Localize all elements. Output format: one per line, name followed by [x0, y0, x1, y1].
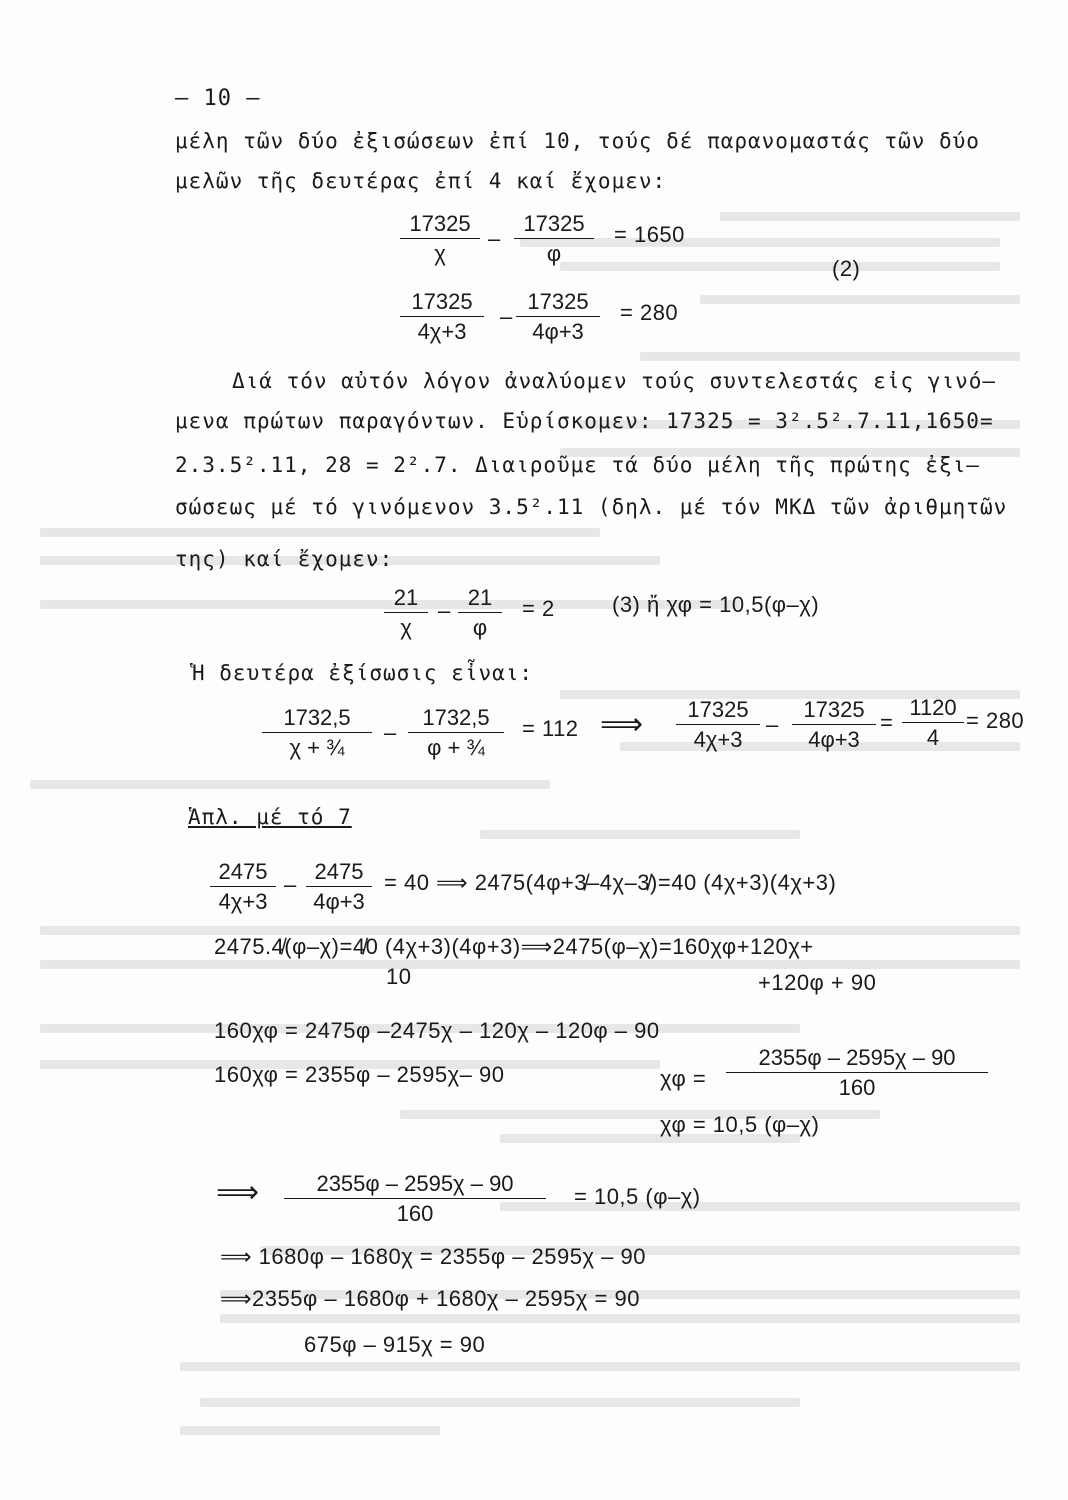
denominator: φ + ¾: [427, 735, 485, 760]
operator: –: [384, 720, 397, 745]
section-heading: Ἁπλ. μέ τό 7: [188, 805, 352, 829]
fraction: [516, 290, 600, 344]
fraction: [306, 860, 372, 914]
math-line: ⟹ 1680φ – 1680χ = 2355φ – 2595χ – 90: [220, 1244, 646, 1269]
math-line: 160χφ = 2475φ –2475χ – 120χ – 120φ – 90: [214, 1018, 660, 1043]
denominator: χ: [400, 615, 412, 640]
numerator: 17325: [516, 290, 600, 317]
operator: –: [284, 872, 297, 897]
equation-rhs: = 280: [966, 708, 1025, 733]
denominator: φ: [546, 241, 562, 266]
fraction: [400, 212, 480, 266]
numerator: 17325: [676, 698, 760, 725]
denominator: 160: [838, 1075, 876, 1100]
operator: =: [880, 710, 894, 735]
fraction: [458, 586, 502, 640]
text-line: της) καί ἔχομεν:: [175, 547, 394, 571]
numerator: 1120: [902, 696, 964, 723]
math-line: χφ = 10,5 (φ–χ): [660, 1112, 820, 1137]
numerator: 17325: [400, 290, 484, 317]
fraction: [676, 698, 760, 752]
math-line: 160χφ = 2355φ – 2595χ– 90: [214, 1062, 505, 1087]
text-line: μελῶν τῆς δευτέρας ἐπί 4 καί ἔχομεν:: [175, 169, 667, 193]
fraction: [400, 290, 484, 344]
equation-label: (2): [832, 256, 861, 281]
math-line: = 10,5 (φ–χ): [574, 1184, 701, 1209]
text-line: μέλη τῶν δύο ἐξισώσεων ἐπί 10, τούς δέ παρανομαστάς τῶν δύο: [175, 129, 980, 153]
math-line: +120φ + 90: [758, 970, 877, 995]
equation-rhs: = 2: [522, 596, 555, 621]
text-line: Διά τόν αὐτόν λόγον ἀναλύομεν τούς συντελεστάς εἰς γινό–: [232, 369, 997, 393]
math-line: 2475.4̸(φ–χ)=4̸0 (4χ+3)(4φ+3)⟹2475(φ–χ)=160χφ+120χ+: [214, 934, 814, 959]
fraction: [262, 706, 372, 760]
denominator: χ: [434, 241, 446, 266]
fraction: [792, 698, 876, 752]
numerator: 17325: [792, 698, 876, 725]
denominator: 4χ+3: [218, 889, 268, 914]
math-line: χφ =: [660, 1066, 707, 1091]
implies-arrow: ⟹: [216, 1175, 261, 1210]
math-line: 10: [386, 964, 412, 989]
denominator: 4: [926, 725, 940, 750]
text-line: Ἡ δευτέρα ἐξίσωσις εἶναι:: [192, 661, 534, 685]
page-number: – 10 –: [175, 86, 261, 111]
math-line: 675φ – 915χ = 90: [304, 1332, 486, 1357]
denominator: 4φ+3: [808, 727, 860, 752]
math-line: = 40 ⟹ 2475(4φ+3̸–4χ–3̸)=40 (4χ+3)(4χ+3): [384, 870, 837, 895]
numerator: 21: [384, 586, 428, 613]
numerator: 2475: [306, 860, 372, 887]
fraction: [902, 696, 964, 750]
text-line: σώσεως μέ τό γινόμενον 3.5².11 (δηλ. μέ τόν ΜΚΔ τῶν ἀριθμητῶν: [175, 495, 1008, 519]
operator: –: [766, 712, 779, 737]
fraction: [384, 586, 428, 640]
operator: –: [488, 226, 501, 251]
numerator: 21: [458, 586, 502, 613]
denominator: 4φ+3: [532, 319, 584, 344]
denominator: 4φ+3: [313, 889, 365, 914]
operator: –: [500, 304, 513, 329]
equation-label: (3) ἤ χφ = 10,5(φ–χ): [612, 592, 820, 617]
numerator: 2475: [210, 860, 276, 887]
math-line: ⟹2355φ – 1680φ + 1680χ – 2595χ = 90: [220, 1286, 640, 1311]
fraction: [726, 1046, 988, 1100]
equation-rhs: = 280: [620, 300, 679, 325]
denominator: φ: [472, 615, 488, 640]
denominator: 4χ+3: [417, 319, 467, 344]
denominator: 160: [396, 1201, 434, 1226]
numerator: 17325: [514, 212, 594, 239]
implies-arrow: ⟹: [600, 707, 645, 742]
numerator: 2355φ – 2595χ – 90: [284, 1172, 546, 1199]
equation-rhs: = 112: [522, 716, 579, 741]
fraction: [514, 212, 594, 266]
text-line: μενα πρώτων παραγόντων. Εὑρίσκομεν: 17325 = 3².5².7.11,1650=: [175, 409, 994, 433]
fraction: [408, 706, 504, 760]
equation-rhs: = 1650: [614, 222, 685, 247]
numerator: 2355φ – 2595χ – 90: [726, 1046, 988, 1073]
numerator: 1732,5: [262, 706, 372, 733]
numerator: 1732,5: [408, 706, 504, 733]
fraction: [210, 860, 276, 914]
denominator: χ + ¾: [289, 735, 345, 760]
operator: –: [438, 598, 451, 623]
fraction: [284, 1172, 546, 1226]
text-line: 2.3.5².11, 28 = 2².7. Διαιροῦμε τά δύο μέλη τῆς πρώτης ἐξι–: [175, 453, 980, 477]
denominator: 4χ+3: [693, 727, 743, 752]
numerator: 17325: [400, 212, 480, 239]
